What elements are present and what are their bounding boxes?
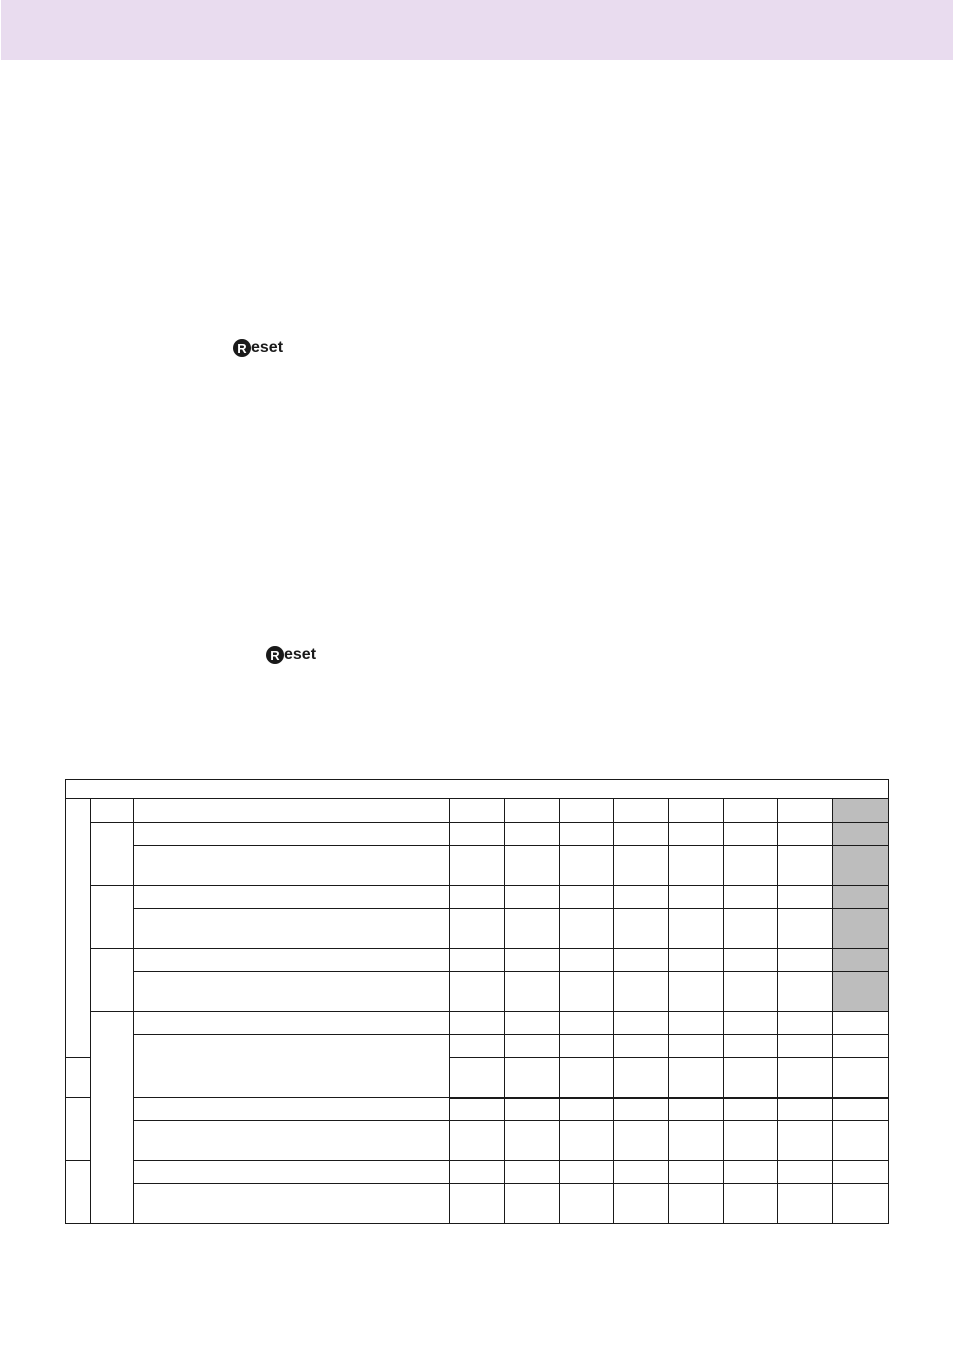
table-row	[66, 1012, 889, 1035]
table-row	[66, 1184, 889, 1224]
subgroup-cell	[66, 1161, 91, 1224]
table-row	[66, 886, 889, 909]
reset-r-icon: R	[233, 339, 251, 357]
subgroup-cell	[134, 1035, 450, 1098]
subgroup-cell	[91, 823, 134, 886]
shaded-cell	[833, 972, 889, 1012]
item-cell	[134, 1121, 450, 1161]
shaded-cell	[833, 799, 889, 823]
shaded-cell	[833, 823, 889, 846]
table-row	[66, 949, 889, 972]
subgroup-cell	[91, 949, 134, 1012]
item-cell	[134, 846, 450, 886]
table-title-row	[66, 780, 889, 799]
item-cell	[134, 1161, 450, 1184]
shaded-cell	[833, 846, 889, 886]
item-cell	[134, 823, 450, 846]
reset-button-icon	[266, 646, 316, 664]
item-cell	[134, 1184, 450, 1224]
item-cell	[134, 972, 450, 1012]
table-row	[66, 1121, 889, 1161]
table-row	[66, 1035, 889, 1058]
table-title	[66, 780, 889, 799]
table-row	[66, 909, 889, 949]
table-row	[66, 846, 889, 886]
group-cell	[91, 1012, 134, 1224]
item-cell	[134, 909, 450, 949]
subgroup-cell	[91, 886, 134, 949]
settings-table	[65, 779, 889, 1224]
shaded-cell	[833, 949, 889, 972]
table-row	[66, 823, 889, 846]
reset-r-icon: R	[266, 646, 284, 664]
subgroup-cell	[91, 799, 134, 823]
item-cell	[134, 886, 450, 909]
item-cell	[134, 949, 450, 972]
table-row	[66, 1161, 889, 1184]
item-cell	[134, 1098, 450, 1121]
table-row	[66, 799, 889, 823]
reset-label: eset	[251, 339, 284, 356]
table-row	[66, 972, 889, 1012]
table-row	[66, 1098, 889, 1121]
item-cell	[134, 799, 450, 823]
subgroup-cell	[66, 1098, 91, 1161]
reset-label: eset	[284, 646, 317, 663]
item-cell	[66, 1058, 91, 1098]
subgroup-cell	[134, 1012, 450, 1035]
shaded-cell	[833, 886, 889, 909]
header-band	[1, 0, 953, 60]
shaded-cell	[833, 909, 889, 949]
item-cell	[450, 1035, 505, 1058]
group-cell	[66, 799, 91, 1058]
reset-button-icon	[233, 339, 283, 357]
item-cell	[450, 1012, 505, 1035]
